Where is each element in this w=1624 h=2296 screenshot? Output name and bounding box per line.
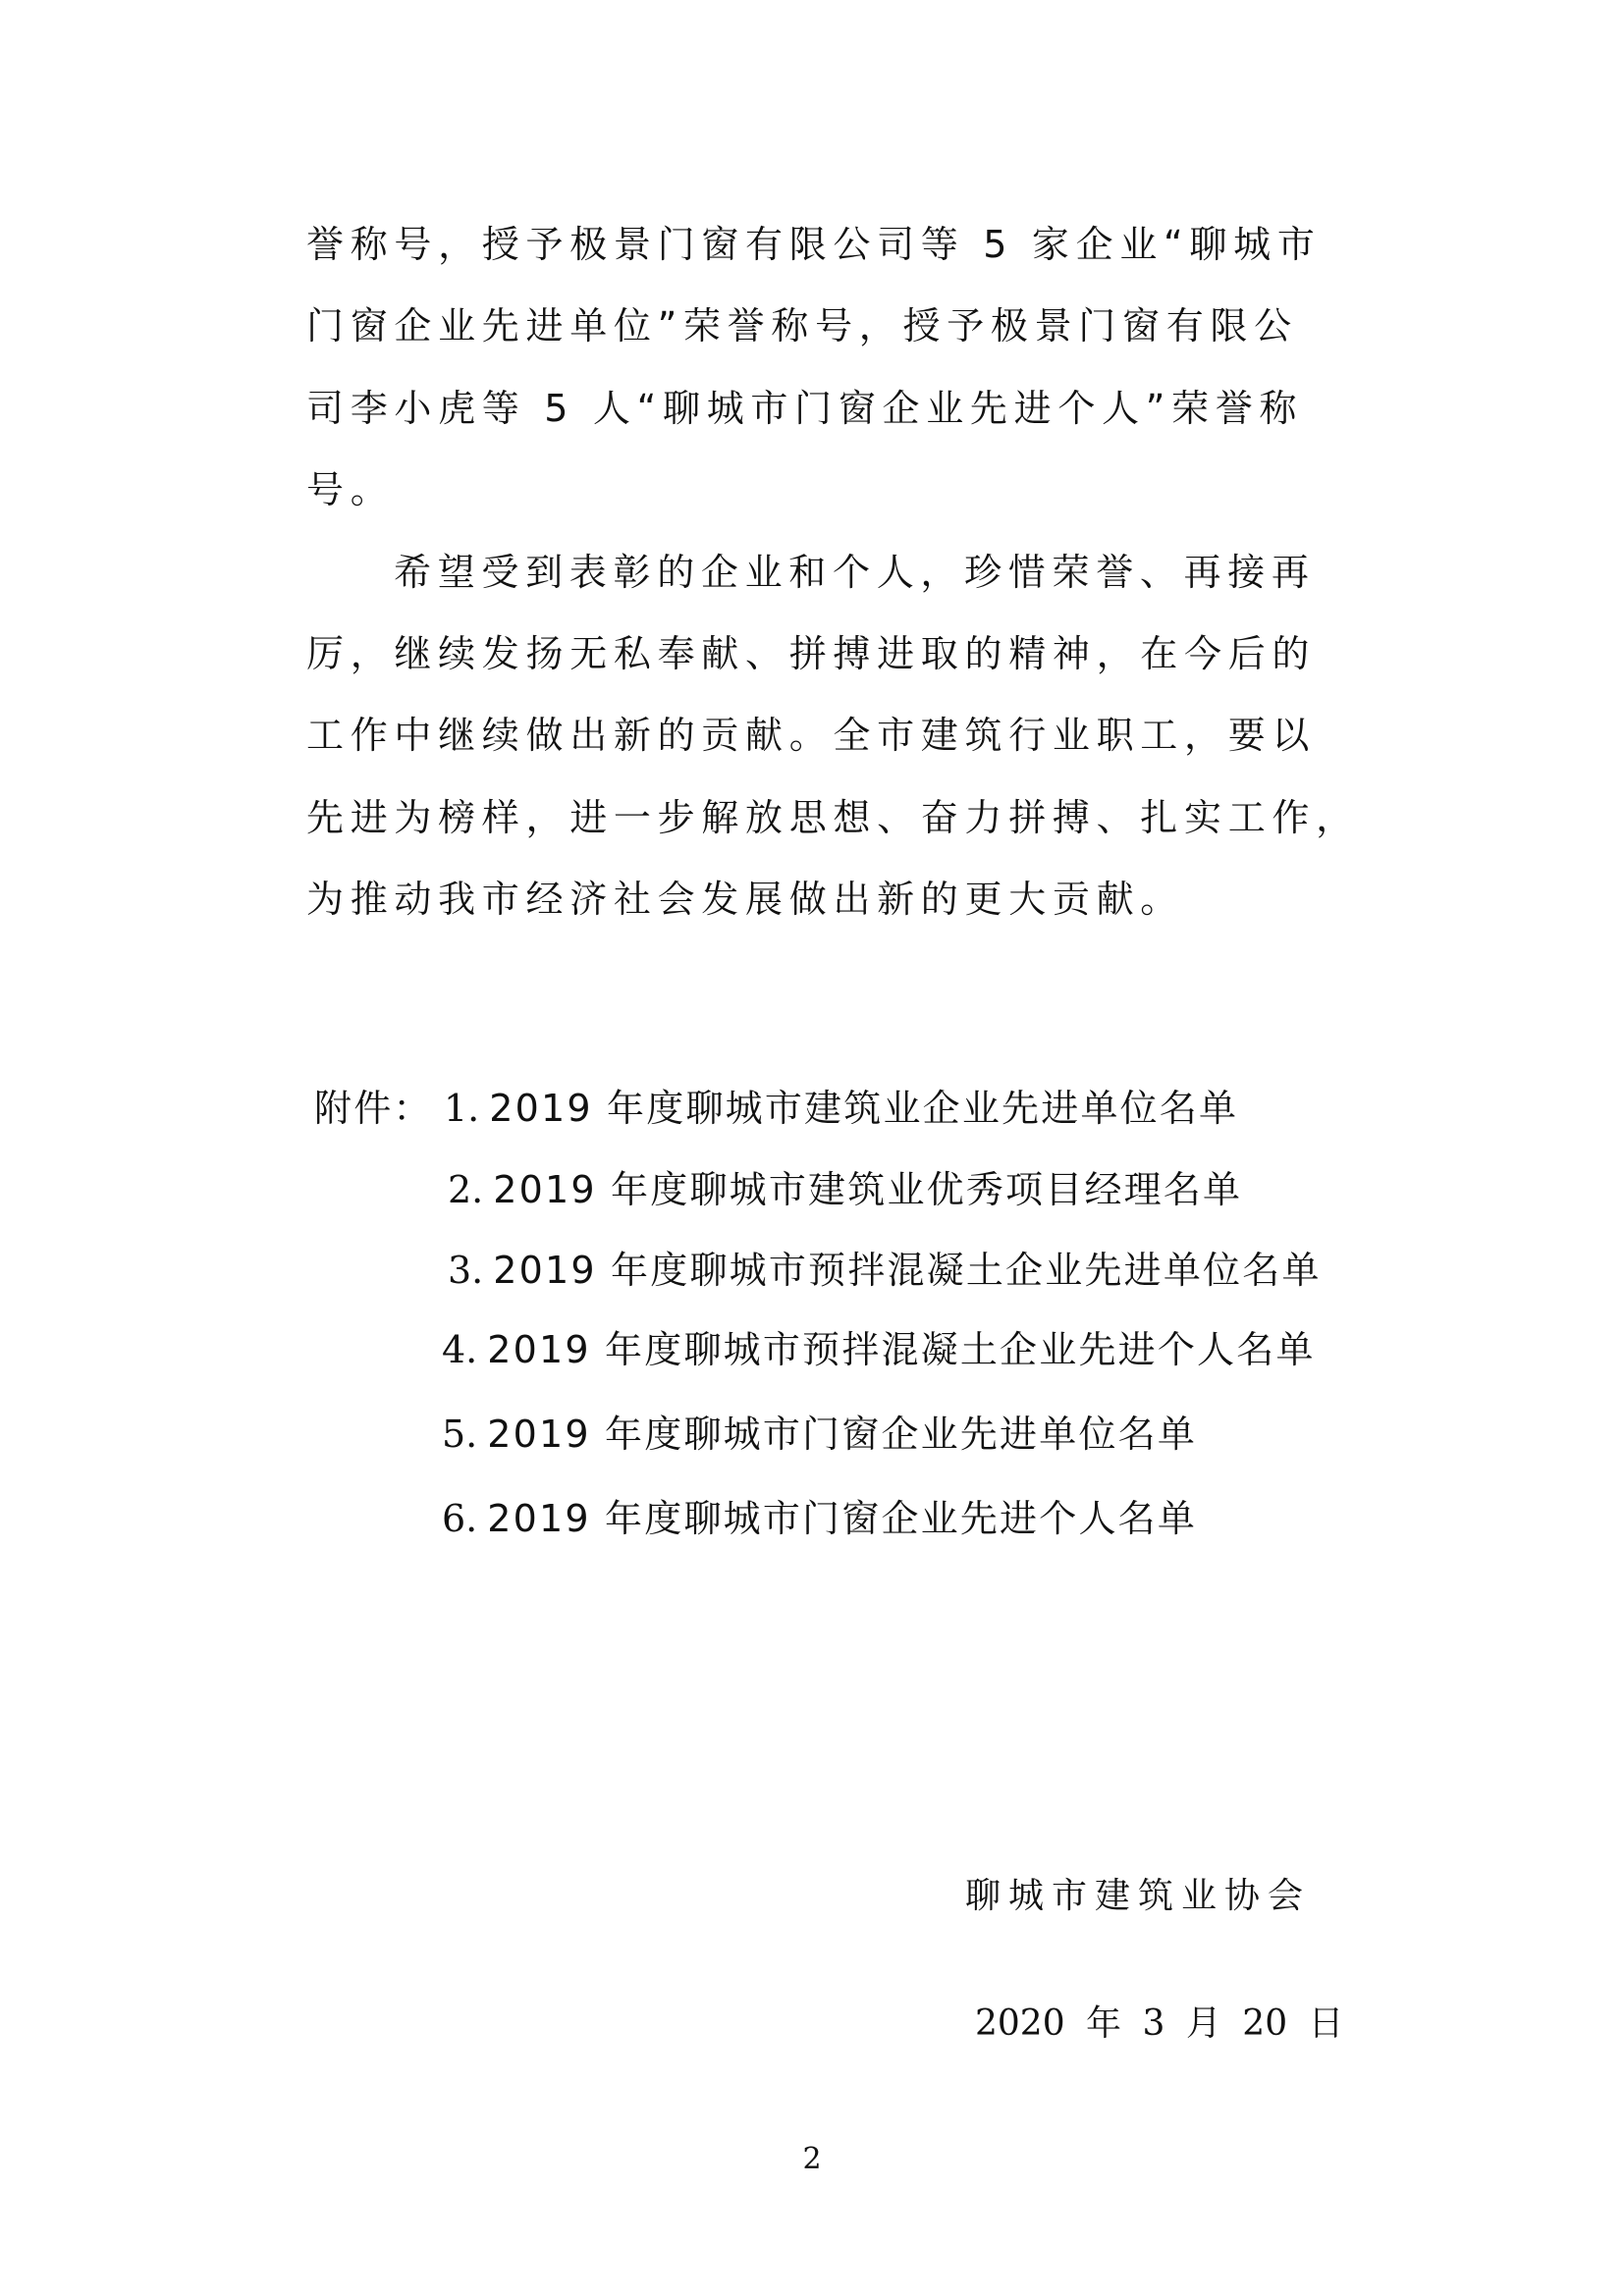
- attachment-item: [442, 1412, 1197, 1457]
- attachment-number: 5.: [442, 1413, 478, 1456]
- attachment-title: 2019 年度聊城市建筑业优秀项目经理名单: [493, 1168, 1243, 1211]
- attachment-number: 6.: [442, 1497, 478, 1540]
- body-line: 司李小虎等 5 人“聊城市门窗企业先进个人”荣誉称: [306, 387, 1304, 430]
- attachments-label-text: 附件：: [314, 1087, 433, 1130]
- attachment-number: 2.: [448, 1168, 484, 1211]
- body-line: 先进为榜样，进一步解放思想、奋力拼搏、扎实工作，: [306, 796, 1360, 839]
- attachment-title: 2019 年度聊城市建筑业企业先进单位名单: [489, 1087, 1239, 1130]
- attachment-item: [442, 1327, 1316, 1372]
- issue-date: 2020 年 3 月 20 日: [975, 2003, 1344, 2044]
- attachment-item: [448, 1248, 1322, 1293]
- attachment-number: 1.: [444, 1087, 480, 1130]
- issuing-organization: 聊城市建筑业协会: [965, 1876, 1312, 1916]
- body-line: 为推动我市经济社会发展做出新的更大贡献。: [306, 878, 1185, 921]
- attachment-title: 2019 年度聊城市预拌混凝土企业先进单位名单: [493, 1249, 1322, 1292]
- attachment-item: [442, 1496, 1197, 1541]
- body-line: 工作中继续做出新的贡献。全市建筑行业职工，要以: [306, 714, 1317, 757]
- attachment-title: 2019 年度聊城市门窗企业先进单位名单: [487, 1413, 1198, 1456]
- attachment-title: 2019 年度聊城市预拌混凝土企业先进个人名单: [487, 1328, 1316, 1371]
- page-number: 2: [802, 2142, 822, 2176]
- body-line: 门窗企业先进单位”荣誉称号，授予极景门窗有限公: [306, 304, 1298, 347]
- attachments-label: [314, 1086, 433, 1131]
- body-line: 厉，继续发扬无私奉献、拼搏进取的精神，在今后的: [306, 632, 1317, 675]
- body-line: 誉称号，授予极景门窗有限公司等 5 家企业“聊城市: [306, 223, 1322, 266]
- attachment-title: 2019 年度聊城市门窗企业先进个人名单: [487, 1497, 1198, 1540]
- body-line-indented: 希望受到表彰的企业和个人，珍惜荣誉、再接再: [394, 551, 1316, 594]
- attachment-item: [444, 1086, 1238, 1131]
- attachment-item: [448, 1167, 1242, 1212]
- attachment-number: 4.: [442, 1328, 478, 1371]
- attachment-number: 3.: [448, 1249, 484, 1292]
- body-line: 号。: [306, 468, 395, 511]
